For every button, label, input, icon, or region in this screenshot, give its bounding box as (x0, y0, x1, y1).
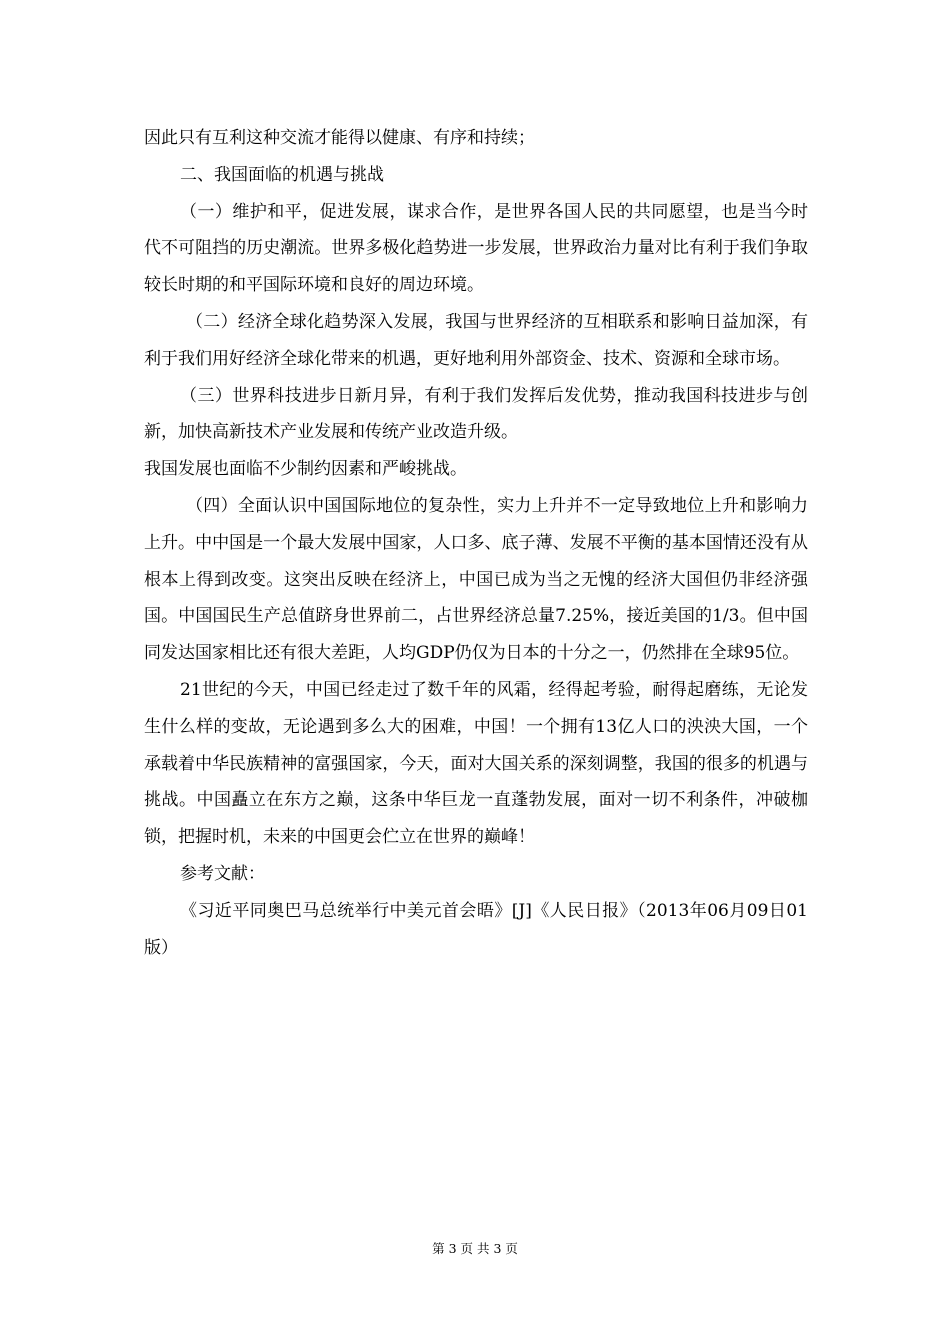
paragraph-opportunity-3: （三）世界科技进步日新月异，有利于我们发挥后发优势，推动我国科技进步与创新，加快高新技术产业发展和传统产业改造升级。 (144, 385, 808, 443)
paragraph-continuation: 因此只有互利这种交流才能得以健康、有序和持续； (144, 128, 535, 148)
references-heading: 参考文献： (180, 863, 265, 884)
paragraph-opportunity-1: （一）维护和平，促进发展，谋求合作，是世界各国人民的共同愿望，也是当今时代不可阻挡的历史潮流。世界多极化趋势进一步发展，世界政治力量对比有利于我们争取较长时期的和平国际环境和良好的周边环境。 (144, 201, 808, 296)
document-body (144, 120, 808, 966)
paragraph-challenge-4: （四）全面认识中国国际地位的复杂性，实力上升并不一定导致地位上升和影响力上升。中中国是一个最大发展中国家，人口多、底子薄、发展不平衡的基本国情还没有从根本上得到改变。这突出反映在经济上，中国已成为当之无愧的经济大国但仍非经济强国。中国国民生产总值跻身世界前二，占世界经济总量7.25%，接近美国的1/3。但中国同发达国家相比还有很大差距，人均GDP仍仅为日本的十分之一，仍然排在全球95位。 (144, 495, 808, 664)
paragraph-challenges-intro: 我国发展也面临不少制约因素和严峻挑战。 (144, 459, 467, 480)
section-heading: 二、我国面临的机遇与挑战 (180, 164, 384, 185)
reference-item: 《习近平同奥巴马总统举行中美元首会晤》[J]《人民日报》（2013年06月09日01版） (144, 900, 808, 958)
page-number-footer: 第 3 页 共 3 页 (432, 1241, 518, 1256)
paragraph-opportunity-2: （二）经济全球化趋势深入发展，我国与世界经济的互相联系和影响日益加深，有利于我们用好经济全球化带来的机遇，更好地利用外部资金、技术、资源和全球市场。 (144, 311, 808, 369)
paragraph-conclusion: 21世纪的今天，中国已经走过了数千年的风霜，经得起考验，耐得起磨练，无论发生什么样的变故，无论遇到多么大的困难，中国！一个拥有13亿人口的泱泱大国，一个承载着中华民族精神的富强国家，今天，面对大国关系的深刻调整，我国的很多的机遇与挑战。中国矗立在东方之巅，这条中华巨龙一直蓬勃发展，面对一切不利条件，冲破枷锁，把握时机，未来的中国更会伫立在世界的巅峰！ (144, 679, 808, 848)
